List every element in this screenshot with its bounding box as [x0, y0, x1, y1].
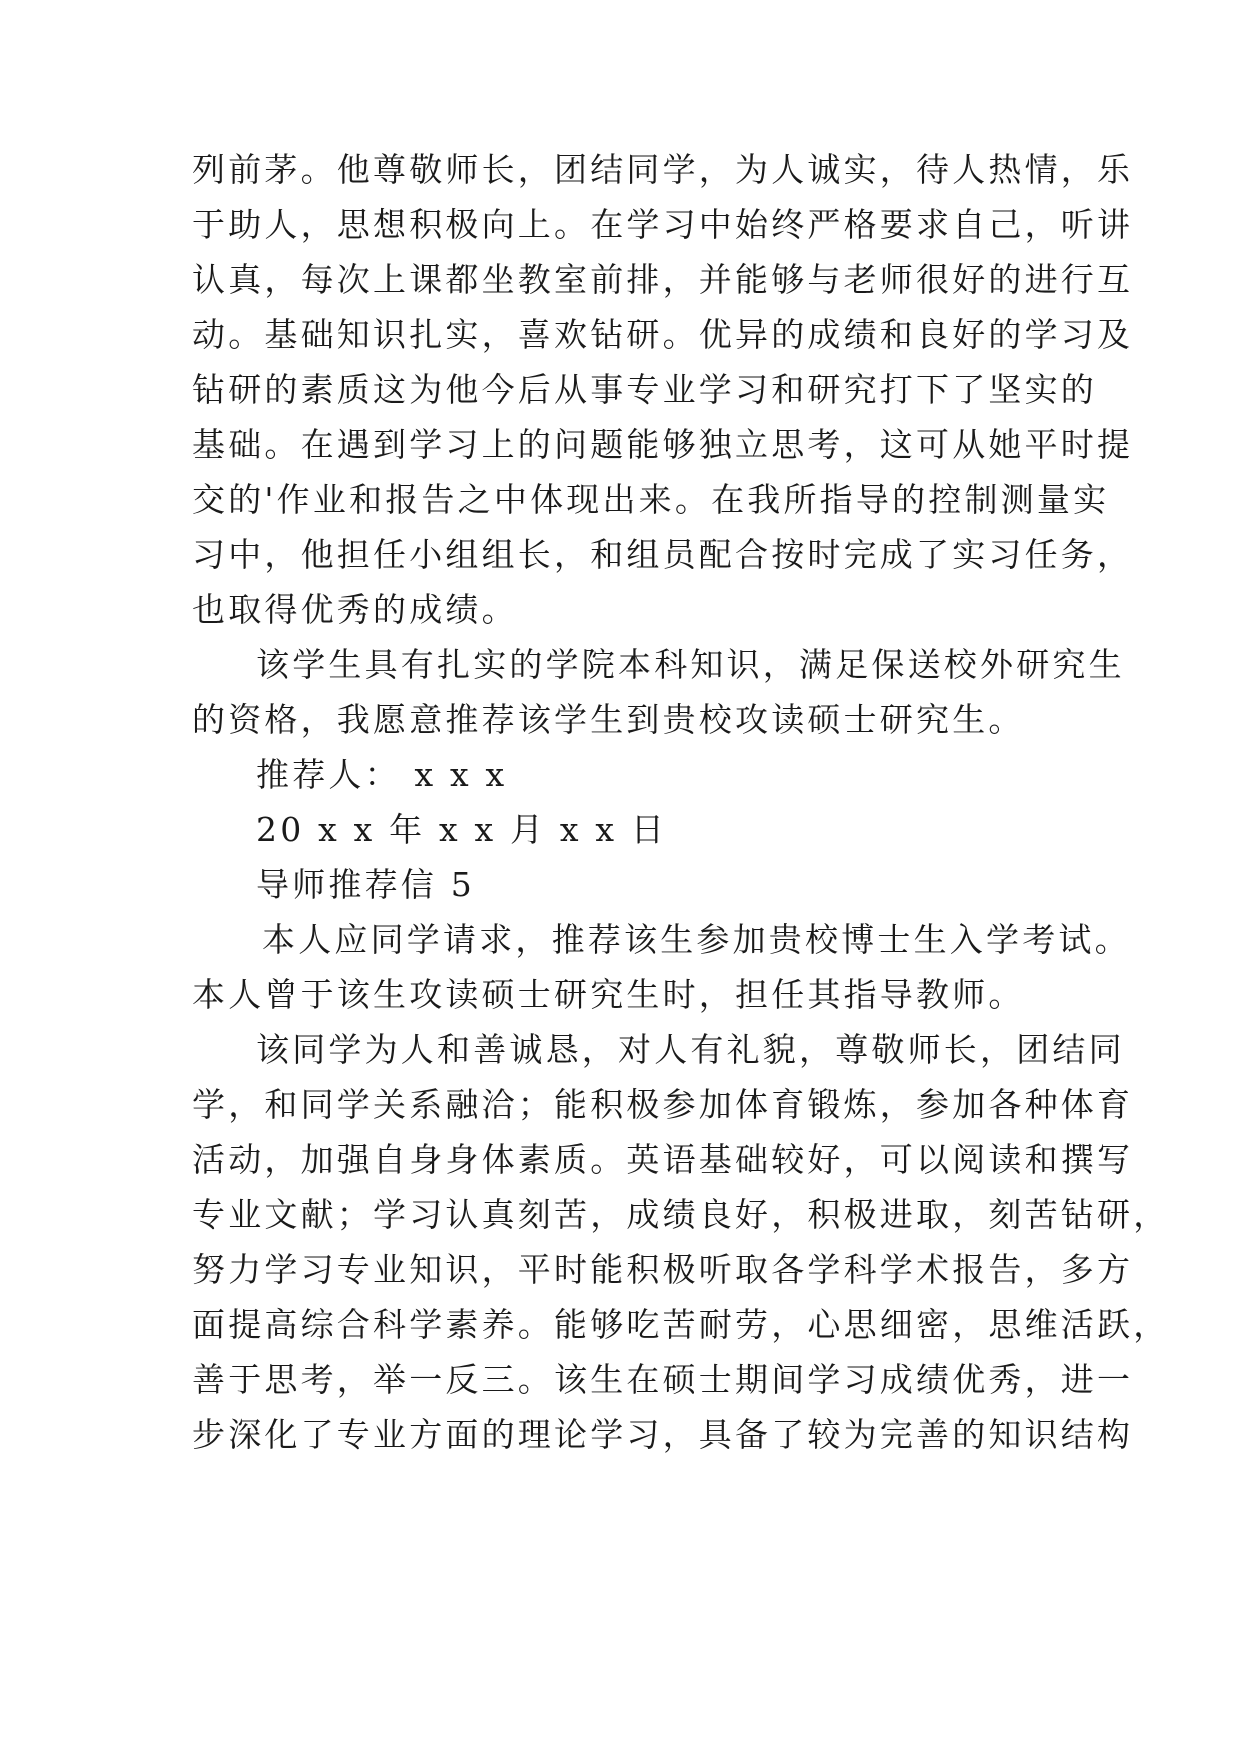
- recommender-line: 推荐人： x x x: [256, 755, 508, 794]
- text-line: 本人曾于该生攻读硕士研究生时，担任其指导教师。: [192, 975, 1025, 1014]
- text-line: 的资格，我愿意推荐该学生到贵校攻读硕士研究生。: [192, 700, 1025, 739]
- text-line: 专业文献；学习认真刻苦，成绩良好，积极进取，刻苦钻研，: [192, 1195, 1170, 1234]
- text-line: 也取得优秀的成绩。: [192, 590, 518, 629]
- text-line: 于助人，思想积极向上。在学习中始终严格要求自己，听讲: [192, 205, 1134, 244]
- text-line: 列前茅。他尊敬师长，团结同学，为人诚实，待人热情，乐: [192, 150, 1134, 189]
- date-line: 20 x x 年 x x 月 x x 日: [256, 810, 668, 849]
- text-line: 努力学习专业知识，平时能积极听取各学科学术报告，多方: [192, 1250, 1134, 1289]
- text-line: 基础。在遇到学习上的问题能够独立思考，这可从她平时提: [192, 425, 1134, 464]
- text-line: 步深化了专业方面的理论学习，具备了较为完善的知识结构: [192, 1415, 1134, 1454]
- text-line: 钻研的素质这为他今后从事专业学习和研究打下了坚实的: [192, 370, 1097, 409]
- text-line: 该同学为人和善诚恳，对人有礼貌，尊敬师长，团结同: [256, 1030, 1125, 1069]
- text-line: 习中，他担任小组组长，和组员配合按时完成了实习任务，: [192, 535, 1134, 574]
- text-line: 活动，加强自身身体素质。英语基础较好，可以阅读和撰写: [192, 1140, 1134, 1179]
- section-heading: 导师推荐信 5: [256, 865, 475, 904]
- text-line: 善于思考，举一反三。该生在硕士期间学习成绩优秀，进一: [192, 1360, 1134, 1399]
- text-line: 该学生具有扎实的学院本科知识，满足保送校外研究生: [256, 645, 1125, 684]
- text-line: 本人应同学请求，推荐该生参加贵校博士生入学考试。: [262, 920, 1131, 959]
- text-line: 动。基础知识扎实，喜欢钻研。优异的成绩和良好的学习及: [192, 315, 1134, 354]
- text-line: 面提高综合科学素养。能够吃苦耐劳，心思细密，思维活跃，: [192, 1305, 1170, 1344]
- text-line: 认真，每次上课都坐教室前排，并能够与老师很好的进行互: [192, 260, 1134, 299]
- text-line: 交的'作业和报告之中体现出来。在我所指导的控制测量实: [192, 480, 1110, 519]
- text-line: 学，和同学关系融洽；能积极参加体育锻炼，参加各种体育: [192, 1085, 1134, 1124]
